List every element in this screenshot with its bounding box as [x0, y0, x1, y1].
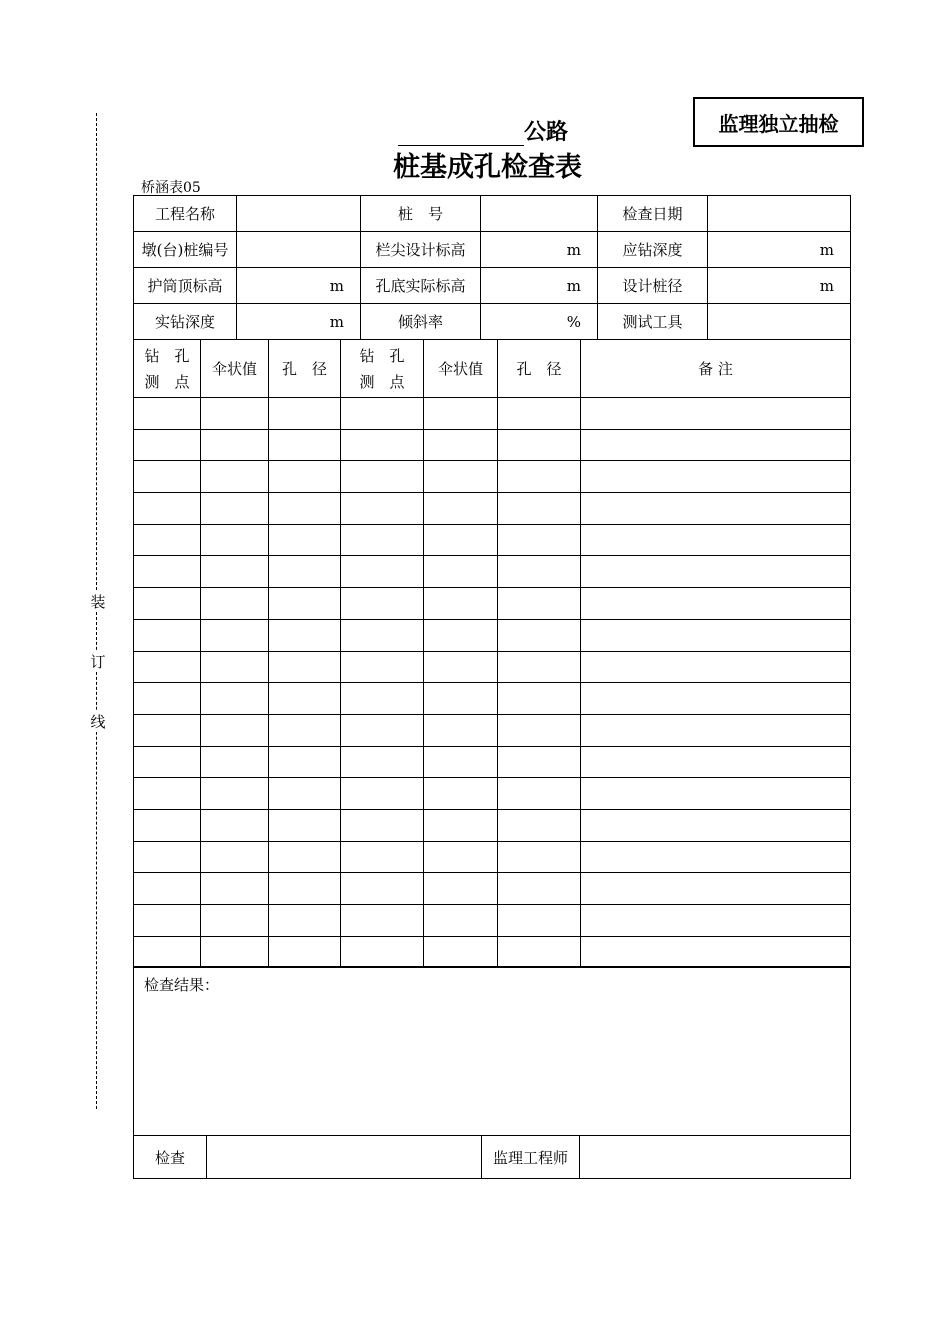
hole-bottom-field[interactable]: m [481, 268, 598, 304]
road-name-blank[interactable] [398, 121, 524, 146]
measurement-cell[interactable] [341, 809, 424, 841]
measurement-cell[interactable] [201, 778, 269, 810]
measurement-cell[interactable] [498, 873, 581, 905]
column-header-point-2-line-1: 钻 孔 [359, 346, 405, 365]
measurement-cell[interactable] [498, 841, 581, 873]
measurement-cell[interactable] [134, 461, 201, 493]
measurement-cell[interactable] [269, 683, 341, 715]
measurement-cell[interactable] [341, 398, 424, 430]
measurement-cell[interactable] [498, 714, 581, 746]
measurement-cell[interactable] [498, 429, 581, 461]
design-diameter-field[interactable]: m [708, 268, 851, 304]
result-table [133, 966, 851, 1179]
measurement-cell[interactable] [134, 936, 201, 968]
measurement-cell[interactable] [341, 746, 424, 778]
measurement-cell[interactable] [581, 683, 851, 715]
measurement-cell[interactable] [134, 651, 201, 683]
table-row [134, 714, 851, 746]
table-row [134, 746, 851, 778]
measurement-cell[interactable] [424, 905, 498, 937]
column-header-umbrella-1: 伞状值 [201, 340, 269, 398]
binding-char-2: 订 [90, 653, 106, 671]
measurement-cell[interactable] [341, 651, 424, 683]
measurement-cell[interactable] [581, 588, 851, 620]
measurement-cell[interactable] [424, 714, 498, 746]
table-row [134, 556, 851, 588]
measurement-cell[interactable] [201, 556, 269, 588]
measurement-cell[interactable] [269, 809, 341, 841]
check-label: 检查 [134, 1136, 207, 1179]
measurement-cell[interactable] [201, 936, 269, 968]
column-header-point-2 [341, 340, 424, 398]
test-tool-label: 测试工具 [598, 304, 708, 340]
measurement-cell[interactable] [498, 905, 581, 937]
binding-char-1: 装 [90, 593, 106, 611]
table-row [134, 588, 851, 620]
table-row [134, 461, 851, 493]
measurement-cell[interactable] [498, 936, 581, 968]
measurement-cell[interactable] [424, 683, 498, 715]
measurement-cell[interactable] [134, 873, 201, 905]
measurement-cell[interactable] [341, 936, 424, 968]
measurement-cell[interactable] [201, 809, 269, 841]
casing-top-label: 护筒顶标高 [134, 268, 237, 304]
measurement-cell[interactable] [424, 493, 498, 525]
measurement-cell[interactable] [201, 588, 269, 620]
info-table [133, 195, 851, 340]
measurement-cell[interactable] [269, 493, 341, 525]
measurement-cell[interactable] [341, 493, 424, 525]
table-row [134, 429, 851, 461]
measurement-cell[interactable] [134, 683, 201, 715]
measurement-cell[interactable] [134, 493, 201, 525]
measurement-cell[interactable] [424, 746, 498, 778]
info-row [134, 232, 851, 268]
measurement-cell[interactable] [424, 936, 498, 968]
measurement-cell[interactable] [269, 905, 341, 937]
measurement-cell[interactable] [424, 588, 498, 620]
column-header-point-1-line-1: 钻 孔 [144, 346, 190, 365]
measurement-cell[interactable] [581, 905, 851, 937]
measurement-cell[interactable] [201, 651, 269, 683]
engineer-signature-field[interactable] [580, 1136, 851, 1179]
measurement-cell[interactable] [134, 619, 201, 651]
measurement-cell[interactable] [341, 556, 424, 588]
measurement-cell[interactable] [498, 588, 581, 620]
measurement-cell[interactable] [341, 714, 424, 746]
measurement-cell[interactable] [581, 841, 851, 873]
measurement-cell[interactable] [269, 398, 341, 430]
table-row [134, 398, 851, 430]
required-depth-label: 应钻深度 [598, 232, 708, 268]
inclination-field[interactable]: % [481, 304, 598, 340]
measurement-cell[interactable] [581, 873, 851, 905]
measurement-cell[interactable] [581, 461, 851, 493]
measurement-cell[interactable] [269, 936, 341, 968]
measurement-cell[interactable] [201, 524, 269, 556]
measurement-cell[interactable] [134, 429, 201, 461]
table-row [134, 651, 851, 683]
measurement-cell[interactable] [498, 556, 581, 588]
table-row [134, 841, 851, 873]
measurement-cell[interactable] [269, 429, 341, 461]
measurement-cell[interactable] [134, 905, 201, 937]
measurement-cell[interactable] [581, 714, 851, 746]
measurement-cell[interactable] [581, 936, 851, 968]
check-signature-field[interactable] [207, 1136, 482, 1179]
measurement-cell[interactable] [201, 398, 269, 430]
column-header-diameter-1: 孔 径 [269, 340, 341, 398]
measurement-cell[interactable] [581, 429, 851, 461]
measurement-cell[interactable] [269, 714, 341, 746]
measurement-cell[interactable] [201, 905, 269, 937]
measurement-cell[interactable] [201, 841, 269, 873]
engineer-label: 监理工程师 [482, 1136, 580, 1179]
table-row [134, 905, 851, 937]
result-row [134, 967, 851, 1136]
actual-depth-field[interactable]: m [237, 304, 361, 340]
column-header-remark: 备 注 [581, 340, 851, 398]
sign-row [134, 1136, 851, 1179]
measurement-cell[interactable] [498, 619, 581, 651]
measurement-cell[interactable] [134, 714, 201, 746]
measurement-cell[interactable] [134, 841, 201, 873]
measurement-cell[interactable] [341, 683, 424, 715]
table-row [134, 809, 851, 841]
measurement-cell[interactable] [341, 905, 424, 937]
measurement-cell[interactable] [134, 588, 201, 620]
measurement-cell[interactable] [498, 524, 581, 556]
test-tool-field[interactable] [708, 304, 851, 340]
measurement-cell[interactable] [269, 588, 341, 620]
binding-char-3: 线 [90, 713, 106, 731]
measurement-cell[interactable] [134, 556, 201, 588]
actual-depth-label: 实钻深度 [134, 304, 237, 340]
pier-pile-id-label: 墩(台)桩编号 [134, 232, 237, 268]
pile-number-label: 桩 号 [361, 196, 481, 232]
measurement-cell[interactable] [581, 398, 851, 430]
table-row [134, 778, 851, 810]
measurement-cell[interactable] [341, 524, 424, 556]
road-name-line [398, 115, 568, 146]
measurement-cell[interactable] [424, 398, 498, 430]
column-header-point-1 [134, 340, 201, 398]
measurement-cell[interactable] [269, 461, 341, 493]
supervision-stamp-box: 监理独立抽检 [693, 97, 864, 147]
measurement-cell[interactable] [498, 398, 581, 430]
road-suffix: 公路 [524, 120, 569, 145]
casing-top-field[interactable]: m [237, 268, 361, 304]
measurement-cell[interactable] [498, 461, 581, 493]
column-header-point-2-line-2: 测 点 [359, 372, 405, 391]
measurement-cell[interactable] [498, 746, 581, 778]
measurement-cell[interactable] [201, 619, 269, 651]
measurement-cell[interactable] [269, 524, 341, 556]
measurement-cell[interactable] [134, 809, 201, 841]
design-elevation-label: 栏尖设计标高 [361, 232, 481, 268]
column-header-umbrella-2: 伞状值 [424, 340, 498, 398]
required-depth-field[interactable]: m [708, 232, 851, 268]
info-row [134, 196, 851, 232]
measurement-cell[interactable] [498, 778, 581, 810]
measurement-cell[interactable] [134, 398, 201, 430]
measurement-cell[interactable] [498, 809, 581, 841]
pier-pile-id-field[interactable] [237, 232, 361, 268]
design-elevation-field[interactable]: m [481, 232, 598, 268]
measurement-cell[interactable] [269, 651, 341, 683]
measurement-cell[interactable] [201, 873, 269, 905]
measurement-cell[interactable] [341, 588, 424, 620]
info-row [134, 268, 851, 304]
measurement-cell[interactable] [424, 556, 498, 588]
hole-bottom-label: 孔底实际标高 [361, 268, 481, 304]
table-row [134, 493, 851, 525]
measurement-cell[interactable] [581, 778, 851, 810]
check-date-label: 检查日期 [598, 196, 708, 232]
project-name-field[interactable] [237, 196, 361, 232]
measurement-cell[interactable] [341, 429, 424, 461]
measurement-cell[interactable] [201, 714, 269, 746]
measurement-cell[interactable] [269, 746, 341, 778]
measurement-cell[interactable] [341, 461, 424, 493]
measurement-cell[interactable] [201, 461, 269, 493]
measurement-cell[interactable] [498, 493, 581, 525]
measurement-body [134, 398, 851, 968]
measurement-cell[interactable] [269, 841, 341, 873]
measurement-cell[interactable] [269, 556, 341, 588]
page-title: 桩基成孔检查表 [393, 152, 582, 183]
measurement-cell[interactable] [341, 778, 424, 810]
measurement-cell[interactable] [201, 429, 269, 461]
measurement-cell[interactable] [341, 841, 424, 873]
measurement-cell[interactable] [424, 873, 498, 905]
project-name-label: 工程名称 [134, 196, 237, 232]
measurement-cell[interactable] [581, 556, 851, 588]
form-code: 桥涵表05 [141, 180, 201, 196]
measurement-cell[interactable] [581, 809, 851, 841]
measurement-cell[interactable] [269, 619, 341, 651]
measurement-cell[interactable] [201, 683, 269, 715]
check-result-field[interactable] [134, 967, 851, 1136]
measurement-cell[interactable] [498, 683, 581, 715]
table-row [134, 683, 851, 715]
measurement-cell[interactable] [424, 809, 498, 841]
inclination-label: 倾斜率 [361, 304, 481, 340]
measurement-cell[interactable] [581, 619, 851, 651]
measurement-cell[interactable] [201, 746, 269, 778]
column-header-diameter-2: 孔 径 [498, 340, 581, 398]
measurement-cell[interactable] [341, 873, 424, 905]
check-result-label: 检查结果： [144, 976, 220, 994]
measurement-cell[interactable] [498, 651, 581, 683]
measurement-cell[interactable] [424, 461, 498, 493]
measurement-cell[interactable] [424, 524, 498, 556]
measurement-table [133, 339, 851, 968]
measurement-cell[interactable] [581, 524, 851, 556]
table-row [134, 873, 851, 905]
info-row [134, 304, 851, 340]
measurement-cell[interactable] [424, 651, 498, 683]
measurement-cell[interactable] [424, 841, 498, 873]
measurement-cell[interactable] [424, 619, 498, 651]
measurement-cell[interactable] [201, 493, 269, 525]
measurement-header-row [134, 340, 851, 398]
measurement-cell[interactable] [581, 746, 851, 778]
table-row [134, 936, 851, 968]
column-header-point-1-line-2: 测 点 [144, 372, 190, 391]
measurement-cell[interactable] [134, 746, 201, 778]
measurement-cell[interactable] [134, 524, 201, 556]
measurement-cell[interactable] [424, 778, 498, 810]
check-date-field[interactable] [708, 196, 851, 232]
measurement-cell[interactable] [269, 778, 341, 810]
measurement-cell[interactable] [581, 651, 851, 683]
measurement-cell[interactable] [134, 778, 201, 810]
table-row [134, 619, 851, 651]
measurement-cell[interactable] [581, 493, 851, 525]
design-diameter-label: 设计桩径 [598, 268, 708, 304]
pile-number-field[interactable] [481, 196, 598, 232]
measurement-cell[interactable] [269, 873, 341, 905]
table-row [134, 524, 851, 556]
measurement-cell[interactable] [341, 619, 424, 651]
measurement-cell[interactable] [424, 429, 498, 461]
